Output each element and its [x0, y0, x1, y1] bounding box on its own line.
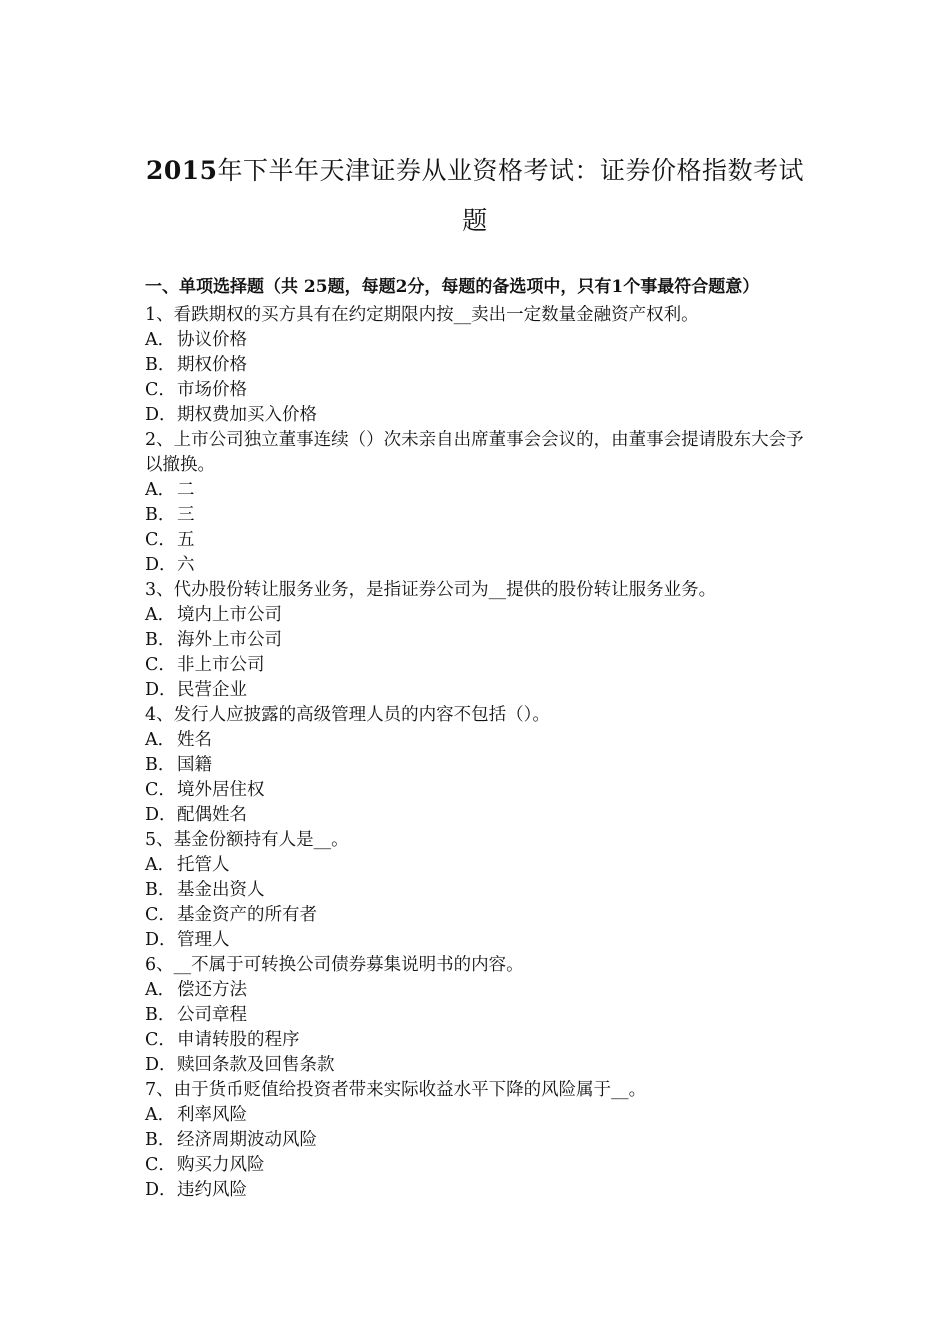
answer-option	[145, 1003, 810, 1028]
option-text: 基金资产的所有者	[177, 905, 317, 925]
answer-option	[145, 553, 810, 578]
option-text: 配偶姓名	[177, 805, 247, 825]
option-letter: A．	[145, 1105, 176, 1125]
option-text: 基金出资人	[177, 880, 265, 900]
answer-option	[145, 603, 810, 628]
answer-option	[145, 878, 810, 903]
option-text: 非上市公司	[177, 655, 265, 675]
answer-option	[145, 678, 810, 703]
option-letter: D．	[145, 1055, 177, 1075]
answer-option	[145, 853, 810, 878]
option-text: 民营企业	[177, 680, 247, 700]
answer-option	[145, 528, 810, 553]
answer-option	[145, 503, 810, 528]
question-text: 5、基金份额持有人是__。	[145, 830, 349, 850]
option-letter: B．	[145, 755, 176, 775]
option-letter: D．	[145, 405, 177, 425]
option-text: 境内上市公司	[177, 605, 282, 625]
option-text: 偿还方法	[177, 980, 247, 1000]
option-text: 管理人	[177, 930, 230, 950]
option-letter: D．	[145, 680, 177, 700]
option-letter: B．	[145, 505, 176, 525]
option-text: 期权费加买入价格	[177, 405, 317, 425]
answer-option	[145, 928, 810, 953]
answer-option	[145, 353, 810, 378]
option-letter: D．	[145, 930, 177, 950]
option-letter: B．	[145, 355, 176, 375]
answer-option	[145, 478, 810, 503]
option-letter: B．	[145, 1130, 176, 1150]
option-letter: D．	[145, 555, 177, 575]
question-item	[145, 428, 810, 578]
option-text: 五	[177, 530, 195, 550]
option-letter: D．	[145, 805, 177, 825]
option-text: 市场价格	[177, 380, 247, 400]
answer-option	[145, 328, 810, 353]
option-letter: A．	[145, 730, 176, 750]
answer-option	[145, 778, 810, 803]
answer-option	[145, 1103, 810, 1128]
option-text: 国籍	[177, 755, 212, 775]
option-letter: D．	[145, 1180, 177, 1200]
option-text: 利率风险	[177, 1105, 247, 1125]
question-text: 4、发行人应披露的高级管理人员的内容不包括（）。	[145, 705, 550, 725]
answer-option	[145, 653, 810, 678]
question-item	[145, 953, 810, 1078]
option-text: 六	[177, 555, 195, 575]
option-text: 海外上市公司	[177, 630, 282, 650]
question-item	[145, 303, 810, 428]
title-text: 年下半年天津证券从业资格考试：证券价格指数考试题	[217, 156, 805, 235]
option-text: 协议价格	[177, 330, 247, 350]
option-text: 公司章程	[177, 1005, 247, 1025]
answer-option	[145, 628, 810, 653]
section-heading: 一、单项选择题（共 25题，每题2分，每题的备选项中，只有1个事最符合题意）	[145, 277, 760, 297]
answer-option	[145, 753, 810, 778]
option-text: 托管人	[177, 855, 230, 875]
option-letter: B．	[145, 630, 176, 650]
answer-option	[145, 1153, 810, 1178]
option-text: 姓名	[177, 730, 212, 750]
option-letter: A．	[145, 330, 176, 350]
option-letter: C．	[145, 780, 176, 800]
option-letter: C．	[145, 530, 176, 550]
option-letter: C．	[145, 1030, 176, 1050]
option-letter: B．	[145, 1005, 176, 1025]
answer-option	[145, 378, 810, 403]
document-title	[140, 146, 810, 246]
option-letter: A．	[145, 855, 176, 875]
answer-option	[145, 1028, 810, 1053]
answer-option	[145, 978, 810, 1003]
question-item	[145, 578, 810, 703]
option-text: 二	[177, 480, 195, 500]
option-letter: C．	[145, 655, 176, 675]
answer-option	[145, 1053, 810, 1078]
option-letter: C．	[145, 380, 176, 400]
option-text: 期权价格	[177, 355, 247, 375]
answer-option	[145, 403, 810, 428]
option-text: 申请转股的程序	[177, 1030, 300, 1050]
answer-option	[145, 803, 810, 828]
question-list	[145, 303, 810, 1203]
question-text: 2、上市公司独立董事连续（）次未亲自出席董事会会议的，由董事会提请股东大会予以撤换。	[145, 430, 804, 475]
answer-option	[145, 1178, 810, 1203]
option-text: 经济周期波动风险	[177, 1130, 317, 1150]
answer-option	[145, 1128, 810, 1153]
option-letter: A．	[145, 980, 176, 1000]
question-text: 1、看跌期权的买方具有在约定期限内按__卖出一定数量金融资产权利。	[145, 305, 699, 325]
option-letter: A．	[145, 605, 176, 625]
option-text: 违约风险	[177, 1180, 247, 1200]
question-item	[145, 828, 810, 953]
option-letter: C．	[145, 1155, 176, 1175]
option-letter: B．	[145, 880, 176, 900]
question-item	[145, 703, 810, 828]
option-letter: C．	[145, 905, 176, 925]
title-year: 2015	[145, 156, 218, 185]
option-text: 三	[177, 505, 195, 525]
question-text: 7、由于货币贬值给投资者带来实际收益水平下降的风险属于__。	[145, 1080, 647, 1100]
question-item	[145, 1078, 810, 1203]
option-text: 赎回条款及回售条款	[177, 1055, 335, 1075]
question-text: 6、__不属于可转换公司债券募集说明书的内容。	[145, 955, 524, 975]
option-letter: A．	[145, 480, 176, 500]
answer-option	[145, 728, 810, 753]
option-text: 购买力风险	[177, 1155, 265, 1175]
option-text: 境外居住权	[177, 780, 265, 800]
question-text: 3、代办股份转让服务业务，是指证券公司为__提供的股份转让服务业务。	[145, 580, 717, 600]
answer-option	[145, 903, 810, 928]
document-body	[145, 276, 810, 1203]
